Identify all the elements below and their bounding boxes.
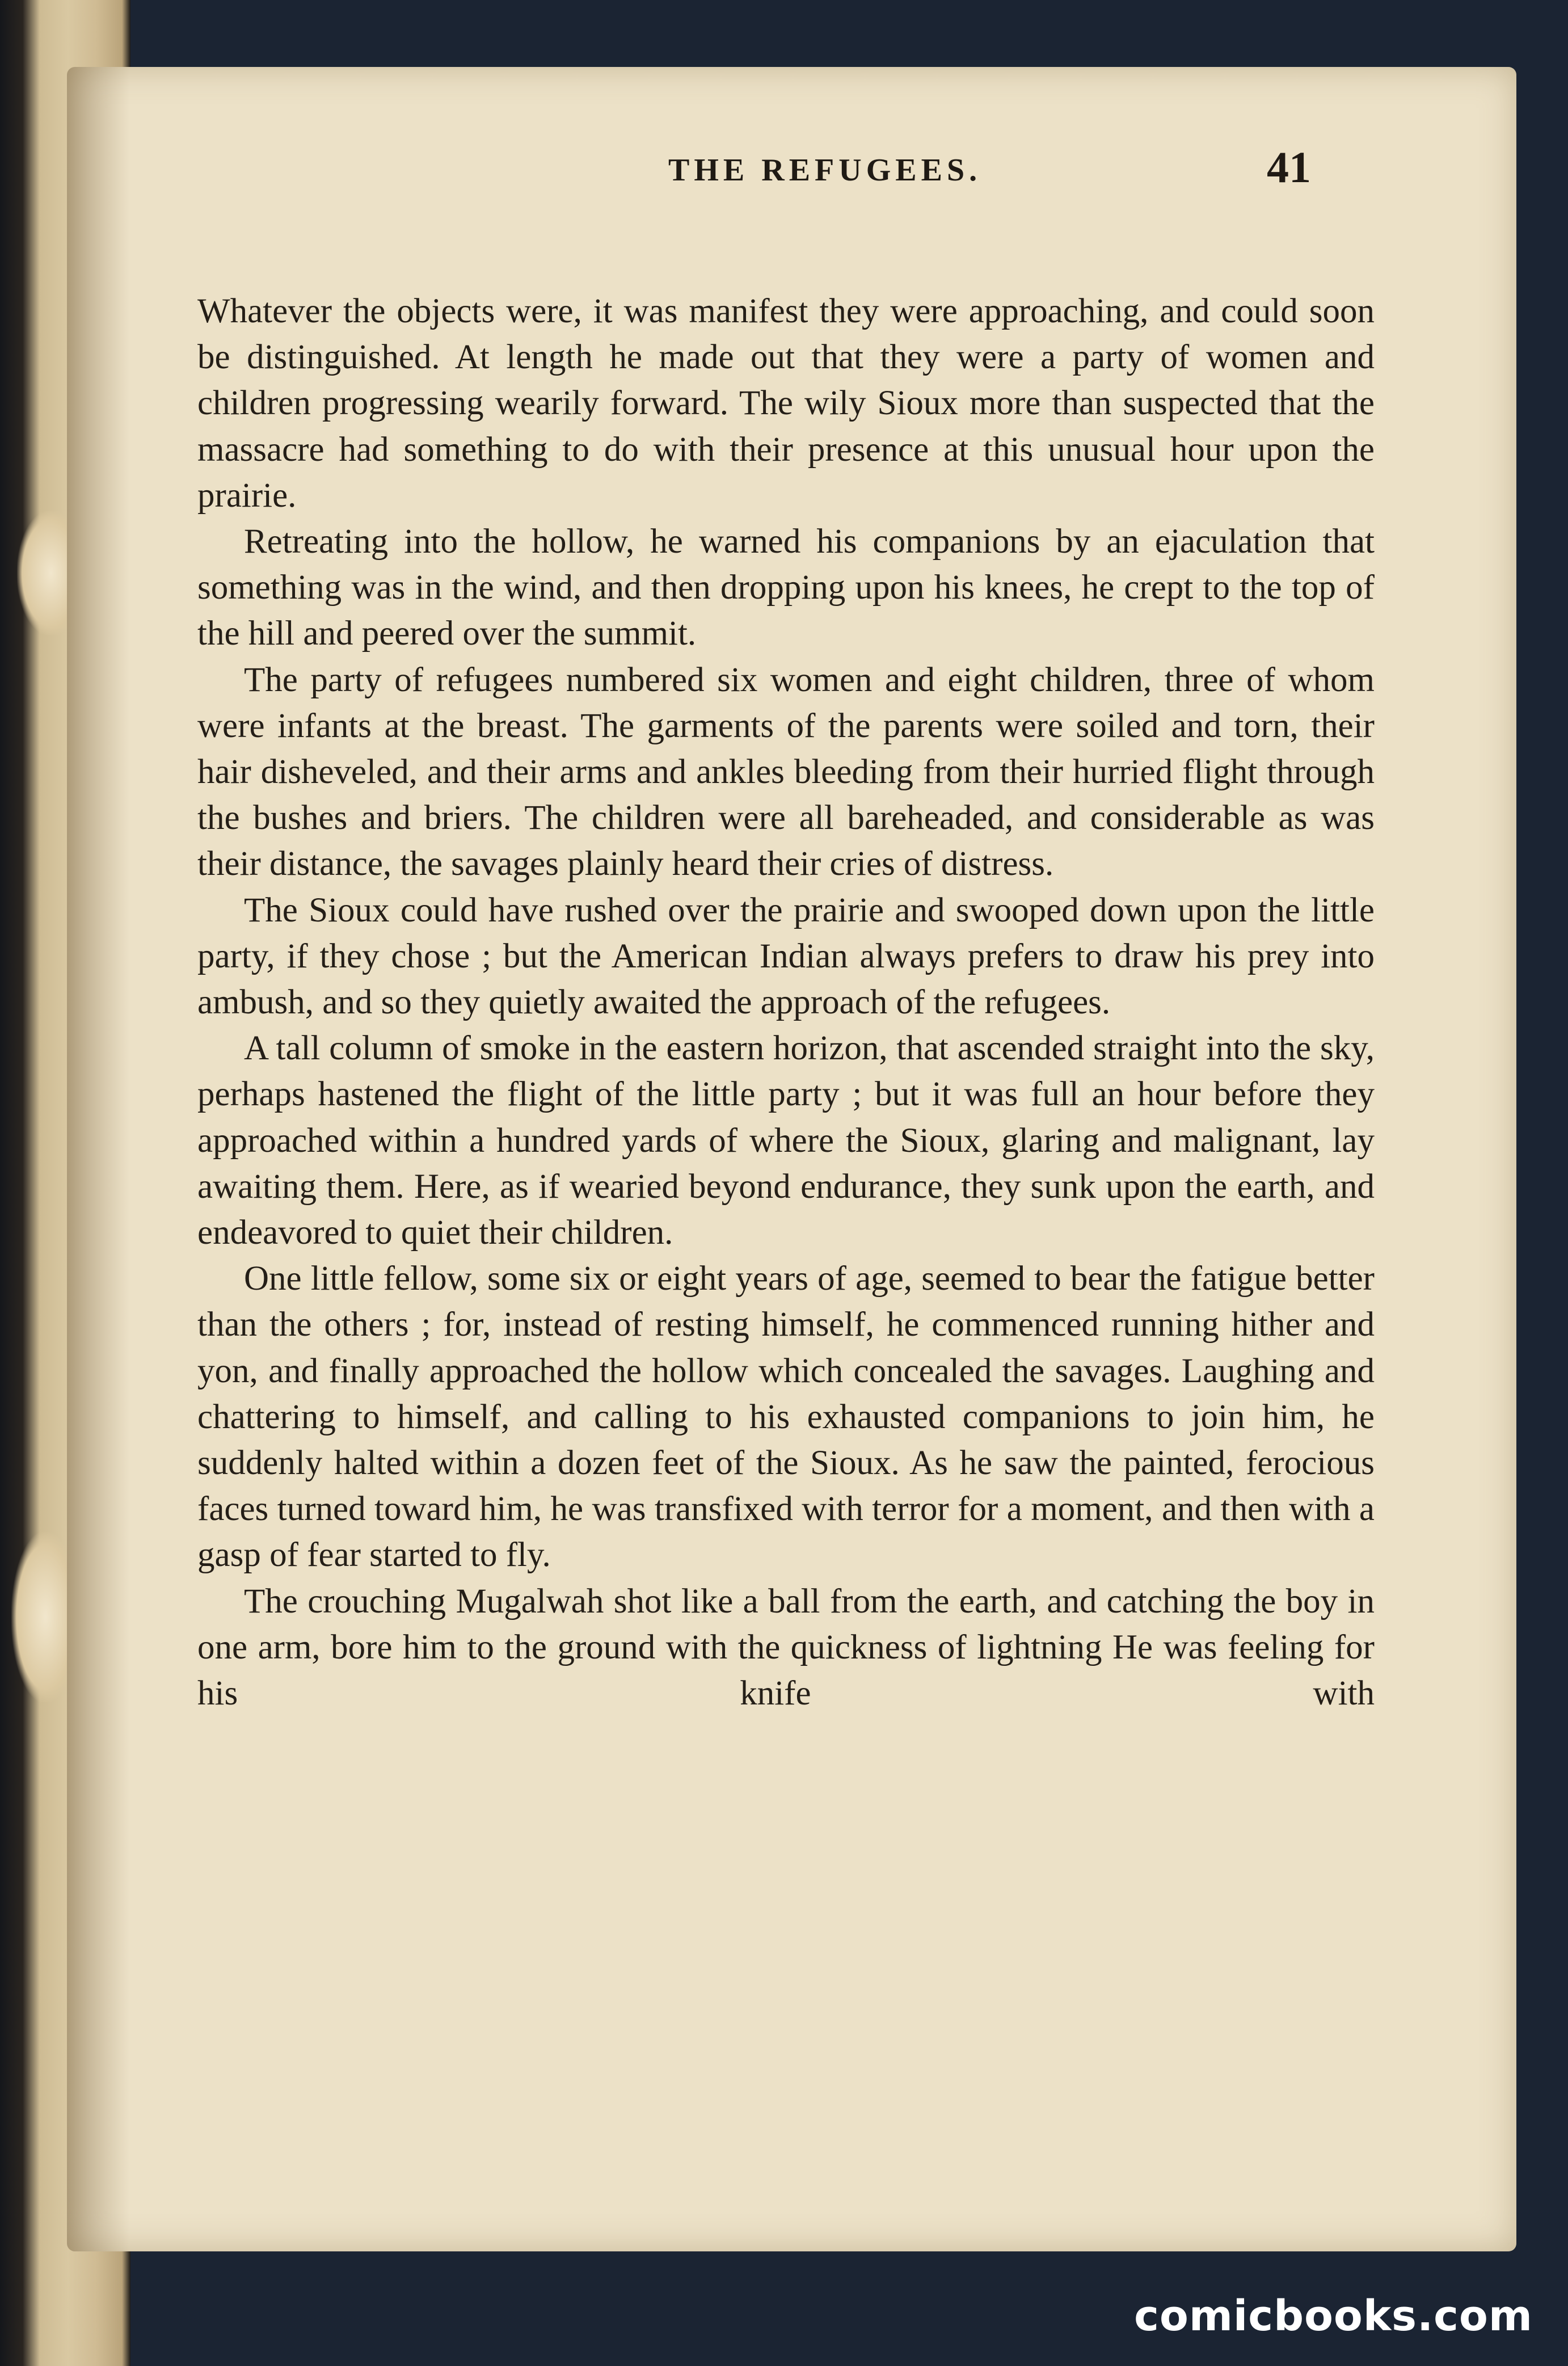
paragraph-5: A tall column of smoke in the eastern horizon, that ascended straight into the sky, perhaps hastened the flight of the little party ; but it was full an hour before they approached within a hundred yards of where the Sioux, glaring and malignant, lay awaiting them. Here, as if wearied beyond endurance, they sunk upon the earth, and endeavored to quiet their children.	[197, 1029, 1375, 1252]
page-number: 41	[1267, 142, 1311, 192]
paragraph-4: The Sioux could have rushed over the prairie and swooped down upon the little party, if they chose ; but the American Indian always prefers to draw his prey into ambush, and so they quietly awaited the approach of the refugees.	[197, 891, 1375, 1022]
running-title: THE REFUGEES.	[668, 153, 982, 188]
page-gutter-shadow	[67, 67, 129, 2251]
site-watermark: comicbooks.com	[1134, 2292, 1533, 2340]
paragraph-2: Retreating into the hollow, he warned his companions by an ejaculation that something was in the wind, and then dropping upon his knees, he crept to the top of the hill and peered over the summit.	[197, 523, 1375, 653]
paragraph-3: The party of refugees numbered six women and eight children, three of whom were infants at the breast. The garments of the parents were soiled and torn, their hair disheveled, and their arms and ankles bleeding from their hurried flight through the bushes and briers. The children were all bareheaded, and considerable as was their distance, the savages plainly heard their cries of distress.	[197, 660, 1375, 883]
page-body-text	[197, 288, 1375, 1716]
paragraph-6: One little fellow, some six or eight years of age, seemed to bear the fatigue better than the others ; for, instead of resting himself, he commenced running hither and yon, and finally approached the hollow which concealed the savages. Laughing and chattering to himself, and calling to his exhausted companions to join him, he suddenly halted within a dozen feet of the Sioux. As he saw the painted, ferocious faces turned toward him, he was transfixed with terror for a moment, and then with a gasp of fear started to fly.	[197, 1260, 1375, 1574]
paragraph-1: Whatever the objects were, it was manifest they were approaching, and could soon be distinguished. At length he made out that they were a party of women and children progressing wearily forward. The wily Sioux more than suspected that the massacre had something to do with their presence at this unusual hour upon the prairie.	[197, 292, 1375, 515]
page-header	[67, 142, 1516, 203]
book-page	[67, 67, 1516, 2251]
paragraph-7: The crouching Mugalwah shot like a ball from the earth, and catching the boy in one arm, bore him to the ground with the quickness of lightning He was feeling for his knife with	[197, 1582, 1375, 1713]
